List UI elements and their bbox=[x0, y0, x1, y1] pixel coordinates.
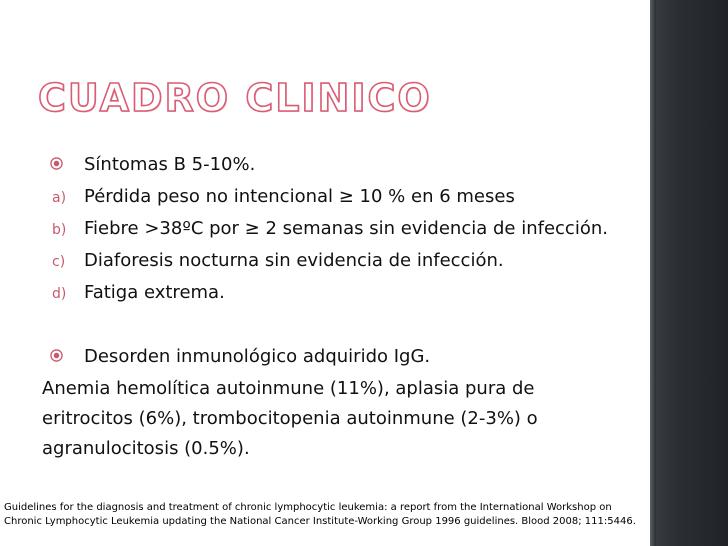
list-item-text: Fatiga extrema. bbox=[84, 282, 225, 303]
radio-bullet-icon bbox=[50, 349, 63, 362]
list-item bbox=[42, 218, 622, 240]
list-marker: a) bbox=[52, 190, 67, 206]
slide-content bbox=[42, 154, 622, 464]
bullet-item-symptoms bbox=[42, 154, 622, 176]
list-marker: d) bbox=[52, 286, 67, 302]
slide-title: CUADRO CLINICO bbox=[38, 76, 432, 120]
bullet-item-immune bbox=[42, 346, 622, 368]
list-item-text: Fiebre >38ºC por ≥ 2 semanas sin evidencia de infección. bbox=[84, 218, 608, 239]
body-paragraph: Anemia hemolítica autoinmune (11%), aplasia pura de eritrocitos (6%), trombocitopenia autoinmune (2-3%) o agranulocitosis (0.5%). bbox=[42, 378, 538, 459]
reference-footnote: Guidelines for the diagnosis and treatment of chronic lymphocytic leukemia: a report from the International Workshop on Chronic Lymphocytic Leukemia updating the National Cancer Institute-Working Group 1996 guidelines. Blood 2008; 111:5446. bbox=[4, 502, 636, 527]
bullet-text: Síntomas B 5-10%. bbox=[84, 154, 256, 175]
list-item bbox=[42, 186, 622, 208]
radio-bullet-icon bbox=[50, 157, 63, 170]
list-item bbox=[42, 250, 622, 272]
list-item-text: Diaforesis nocturna sin evidencia de infección. bbox=[84, 250, 504, 271]
bullet-text: Desorden inmunológico adquirido IgG. bbox=[84, 346, 431, 367]
side-decoration-band bbox=[650, 0, 728, 546]
list-marker: b) bbox=[52, 222, 67, 238]
list-item-text: Pérdida peso no intencional ≥ 10 % en 6 meses bbox=[84, 186, 515, 207]
list-item bbox=[42, 282, 622, 304]
list-marker: c) bbox=[52, 254, 66, 270]
